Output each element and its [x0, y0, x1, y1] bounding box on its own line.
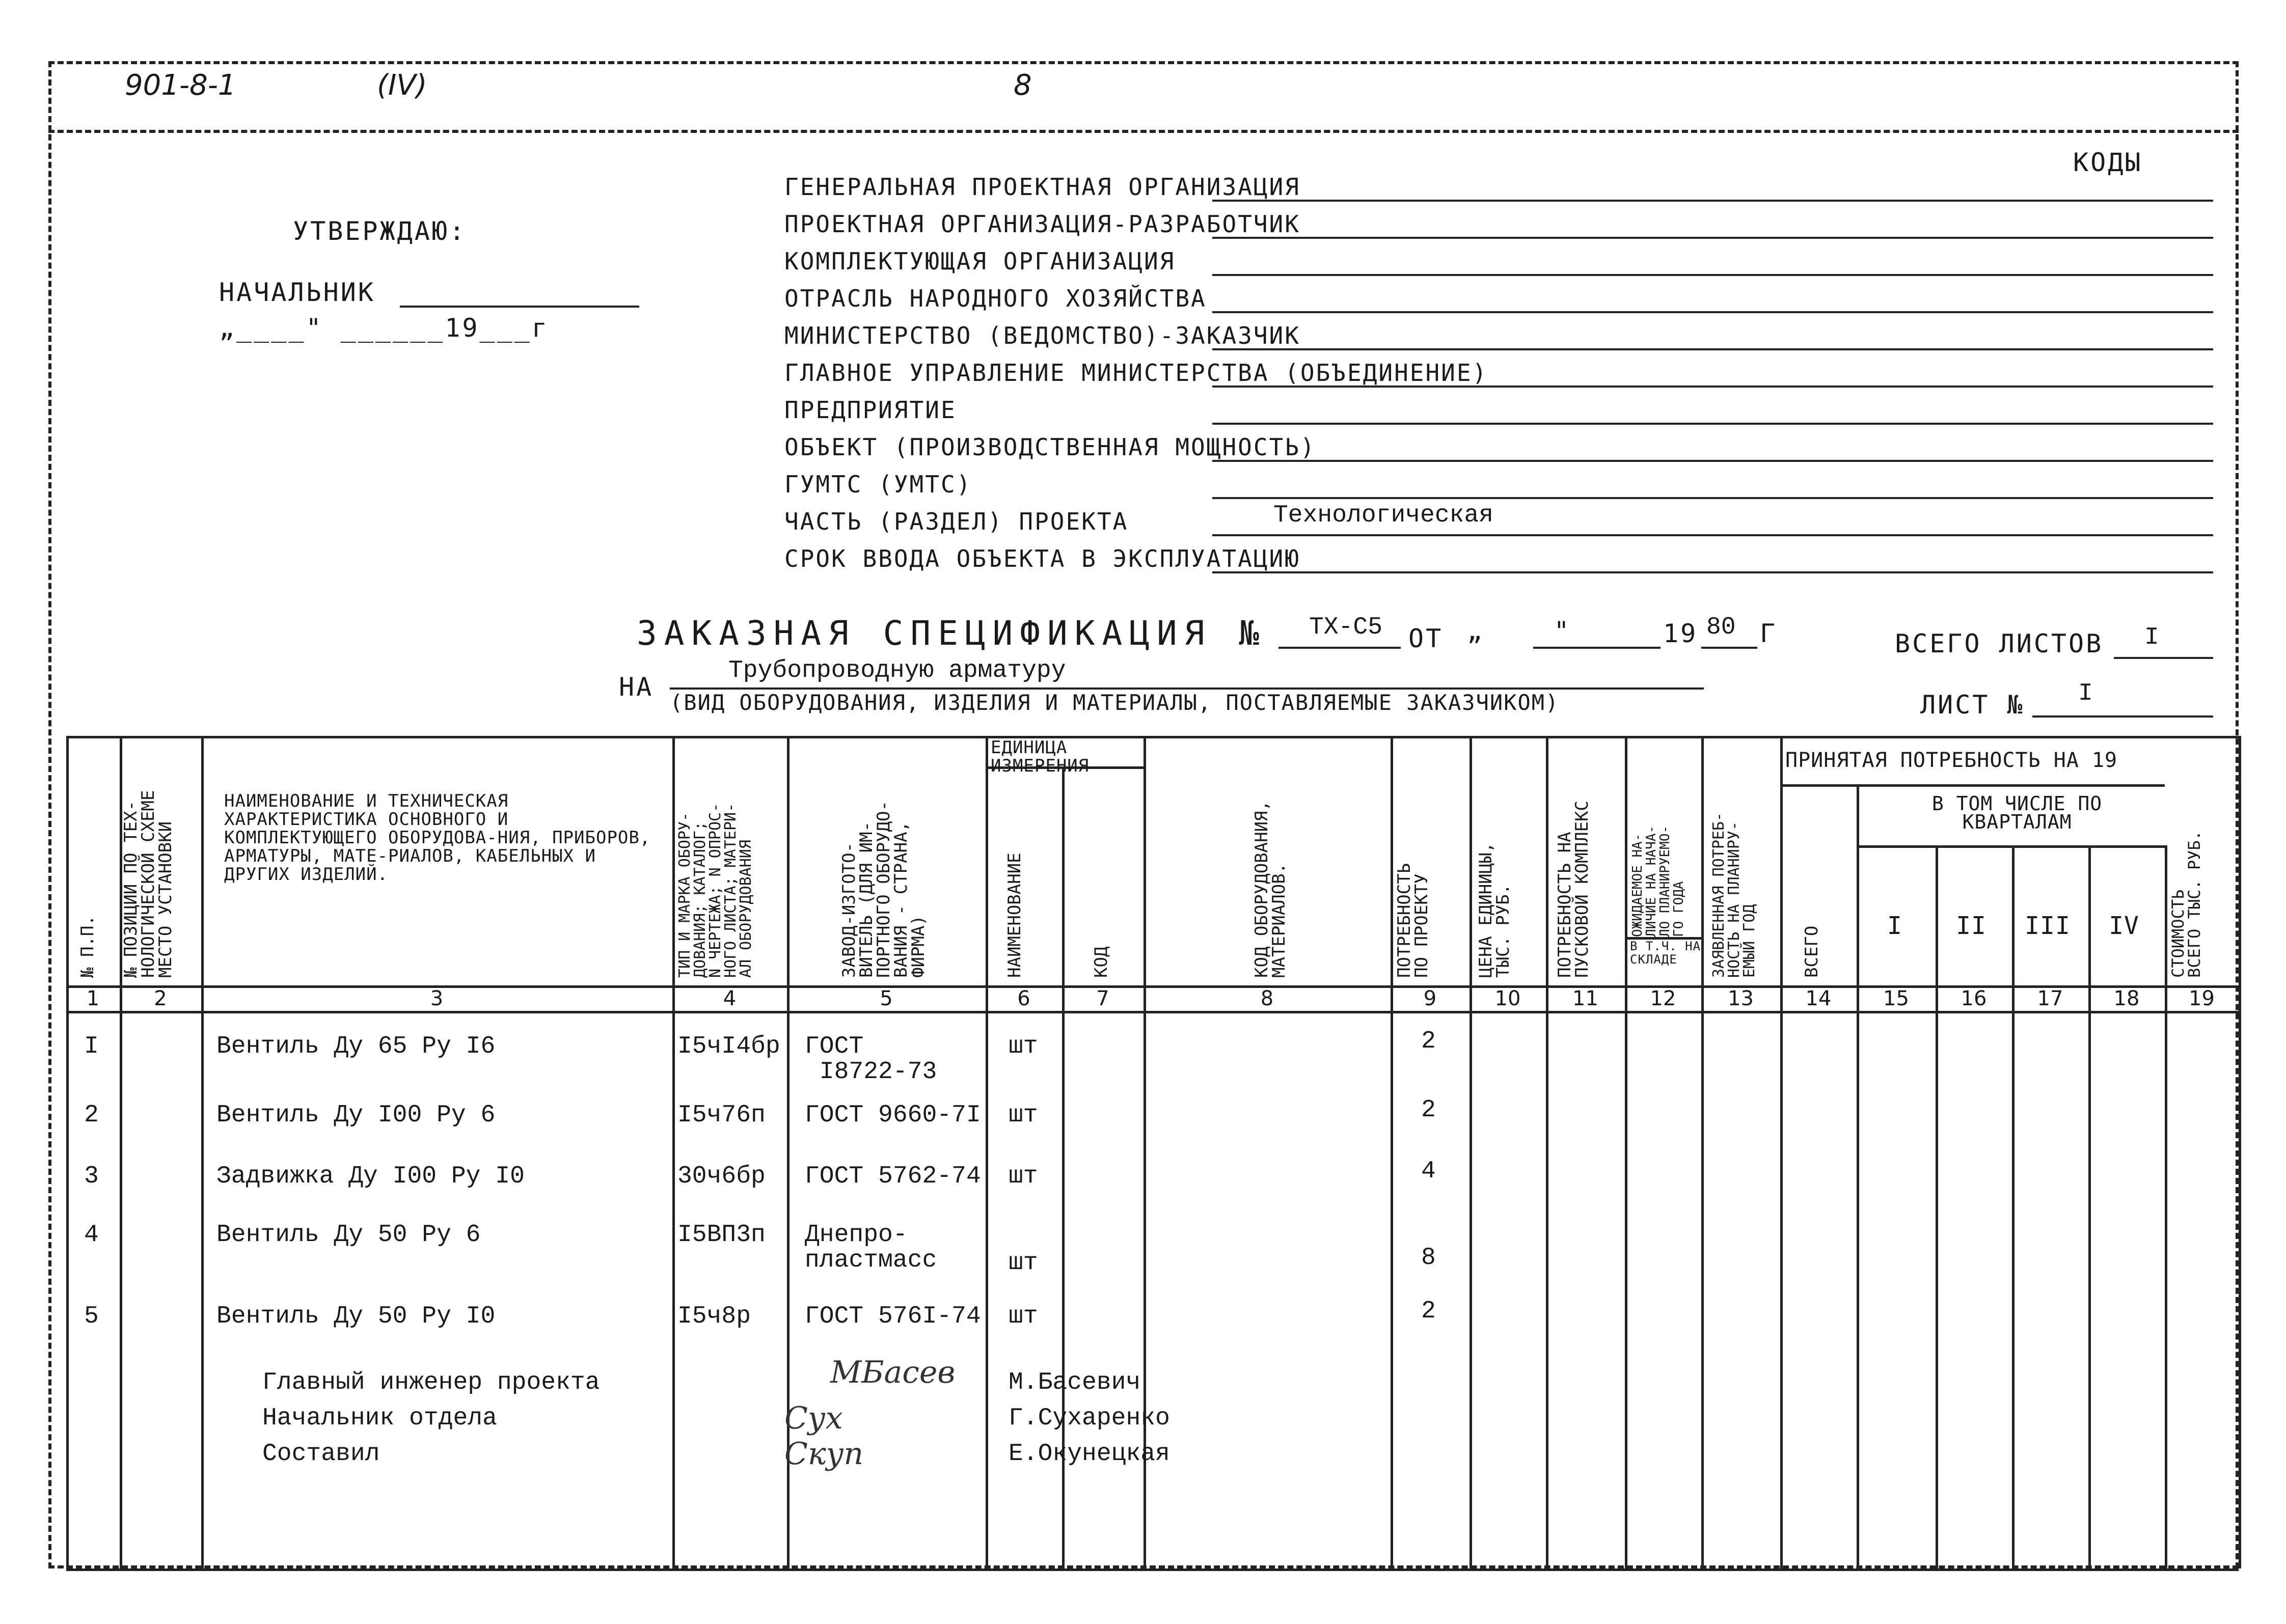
grid-vline: [1546, 736, 1548, 1568]
page-number: 8: [1014, 69, 1032, 102]
col-header-6: НАИМЕНОВАНИЕ: [1004, 852, 1025, 978]
row-maker: ГОСТ 5762-74: [805, 1163, 981, 1190]
grid-vline: [986, 736, 988, 1568]
spec-year-line: [1701, 647, 1757, 649]
signature-role: Начальник отдела: [262, 1405, 497, 1432]
row-unit: шт: [1009, 1163, 1038, 1190]
col-header-3: НАИМЕНОВАНИЕ И ТЕХНИЧЕСКАЯ ХАРАКТЕРИСТИКА ОСНОВНОГО И КОМПЛЕКТУЮЩЕГО ОБОРУДОВА-НИЯ, ПРИБОРОВ, АРМАТУРЫ, МАТЕ-РИАЛОВ, КАБЕЛЬНЫХ И ДРУГИХ ИЗДЕЛИЙ.: [224, 791, 651, 885]
quarters-divider: [1857, 845, 2165, 848]
spec-year-prefix: 19: [1663, 619, 1698, 648]
field-line: [1212, 274, 2213, 276]
row-number: 4: [84, 1221, 99, 1249]
column-number: 2: [154, 987, 167, 1010]
row-maker: ГОСТ 9660-7I: [805, 1102, 981, 1129]
grid-vline: [2088, 845, 2091, 1568]
row-number: 2: [84, 1102, 99, 1129]
grid-vline: [1625, 736, 1627, 1568]
field-label: МИНИСТЕРСТВО (ВЕДОМСТВО)-ЗАКАЗЧИК: [784, 322, 1300, 349]
column-number: 15: [1883, 987, 1909, 1010]
grid-vline: [672, 736, 675, 1568]
accepted-header: ПРИНЯТАЯ ПОТРЕБНОСТЬ НА 19: [1785, 749, 2118, 772]
spec-from: ОТ: [1408, 624, 1444, 653]
field-line: [1212, 311, 2213, 313]
row-qty: 4: [1421, 1158, 1436, 1185]
album-number: (IV): [377, 69, 427, 102]
field-line: [1212, 497, 2213, 499]
row-number: 3: [84, 1163, 99, 1190]
grid-vline: [2239, 736, 2241, 1568]
row-maker: ГОСТ 576I-74: [805, 1303, 981, 1330]
column-number: 11: [1572, 987, 1598, 1010]
column-number: 5: [880, 987, 893, 1010]
signature-role: Главный инженер проекта: [262, 1369, 600, 1396]
spec-year: 80: [1706, 614, 1736, 641]
row-unit: шт: [1009, 1102, 1038, 1129]
doc-code: 901-8-1: [125, 69, 236, 102]
field-line: [1212, 423, 2213, 425]
row-name: Вентиль Ду 65 Ру I6: [216, 1033, 496, 1060]
approve-date: „____" ______19___г: [219, 313, 549, 343]
spec-na: НА: [619, 672, 654, 702]
spec-subject-line: [670, 687, 1704, 690]
grid-vline: [2012, 845, 2015, 1568]
field-label: ГЛАВНОЕ УПРАВЛЕНИЕ МИНИСТЕРСТВА (ОБЪЕДИНЕНИЕ): [784, 359, 1488, 387]
col-header-9: ПОТРЕБНОСТЬ ПО ПРОЕКТУ: [1394, 863, 1432, 978]
spec-number: ТХ-С5: [1309, 614, 1383, 641]
row-qty: 2: [1421, 1028, 1436, 1055]
field-label: ПРОЕКТНАЯ ОРГАНИЗАЦИЯ-РАЗРАБОТЧИК: [784, 210, 1300, 238]
sheet-number-line: [2032, 715, 2213, 718]
col-header-15: I: [1887, 912, 1902, 940]
column-number: 3: [430, 987, 444, 1010]
col-header-16: II: [1956, 912, 1986, 940]
col-header-7: КОД: [1091, 946, 1111, 978]
total-sheets-label: ВСЕГО ЛИСТОВ: [1895, 629, 2104, 658]
col-header-1: № П.П.: [77, 915, 98, 978]
row-qty: 2: [1421, 1298, 1436, 1325]
grid-vline: [1936, 845, 1938, 1568]
codes-label: КОДЫ: [2073, 148, 2143, 177]
table-top: [66, 736, 2239, 738]
row-qty: 2: [1421, 1096, 1436, 1124]
column-number: 8: [1260, 987, 1274, 1010]
handwritten-signature: Скуп: [784, 1436, 864, 1472]
field-value: Технологическая: [1273, 502, 1494, 529]
col-header-18: IV: [2109, 912, 2139, 940]
row-name: Вентиль Ду 50 Ру I0: [216, 1303, 496, 1330]
col-header-2: № ПОЗИЦИИ ПО ТЕХ- НОЛОГИЧЕСКОЙ СХЕМЕ МЕСТО УСТАНОВКИ: [121, 790, 176, 978]
column-number: 7: [1096, 987, 1109, 1010]
signature-role: Составил: [262, 1440, 380, 1468]
signature-name: Г.Сухаренко: [1009, 1405, 1170, 1432]
quarters-header: В ТОМ ЧИСЛЕ ПО КВАРТАЛАМ: [1931, 792, 2103, 833]
sheet-number: I: [2078, 680, 2093, 707]
approve-title: УТВЕРЖДАЮ:: [293, 216, 467, 246]
column-number: 12: [1650, 987, 1676, 1010]
field-line: [1212, 348, 2213, 350]
row-type: I5ВП3п: [677, 1221, 766, 1249]
column-number: 1: [86, 987, 100, 1010]
field-line: [1212, 237, 2213, 239]
row-unit: шт: [1009, 1033, 1038, 1060]
column-number: 14: [1805, 987, 1832, 1010]
row-name: Задвижка Ду I00 Ру I0: [216, 1163, 525, 1190]
total-sheets-line: [2114, 657, 2213, 659]
row-type: I5ч76п: [677, 1102, 766, 1129]
spec-year-suffix: Г: [1760, 619, 1778, 648]
field-label: ОТРАСЛЬ НАРОДНОГО ХОЗЯЙСТВА: [784, 285, 1207, 312]
col-header-12-sub: В Т.Ч. НА СКЛАДЕ: [1630, 939, 1701, 967]
unit-group-header: ЕДИНИЦА ИЗМЕРЕНИЯ: [991, 737, 1090, 776]
field-label: ПРЕДПРИЯТИЕ: [784, 396, 957, 424]
row-type: 30ч6бр: [677, 1163, 766, 1190]
row-name: Вентиль Ду 50 Ру 6: [216, 1221, 481, 1249]
field-line: [1212, 460, 2213, 462]
grid-vline: [1857, 784, 1859, 1568]
column-number: 4: [723, 987, 737, 1010]
grid-vline: [1469, 736, 1472, 1568]
field-label: СРОК ВВОДА ОБЪЕКТА В ЭКСПЛУАТАЦИЮ: [784, 545, 1300, 572]
grid-vline: [1701, 736, 1704, 1568]
total-sheets: I: [2144, 624, 2159, 651]
grid-vline: [66, 736, 69, 1568]
column-number: 10: [1494, 987, 1521, 1010]
table-bottom: [66, 1568, 2239, 1571]
col-header-11: ПОТРЕБНОСТЬ НА ПУСКОВОЙ КОМПЛЕКС: [1555, 801, 1592, 978]
spec-number-line: [1278, 647, 1401, 649]
col-header-17: III: [2025, 912, 2071, 940]
field-label: КОМПЛЕКТУЮЩАЯ ОРГАНИЗАЦИЯ: [784, 247, 1176, 275]
approve-chief: НАЧАЛЬНИК: [219, 278, 375, 307]
sheet-label: ЛИСТ №: [1920, 690, 2025, 720]
handwritten-signature: МБасев: [830, 1355, 956, 1390]
column-number: 17: [2037, 987, 2063, 1010]
handwritten-signature: Сух: [784, 1400, 843, 1436]
spec-date-line: [1533, 647, 1661, 649]
column-number: 13: [1728, 987, 1754, 1010]
col-header-19: СТОИМОСТЬ ВСЕГО ТЫС. РУБ.: [2168, 831, 2204, 978]
field-line: [1212, 386, 2213, 388]
field-label: ОБЪЕКТ (ПРОИЗВОДСТВЕННАЯ МОЩНОСТЬ): [784, 433, 1316, 461]
signature-name: Е.Окунецкая: [1009, 1440, 1170, 1468]
field-line: [1212, 534, 2213, 536]
spec-subject-note: (ВИД ОБОРУДОВАНИЯ, ИЗДЕЛИЯ И МАТЕРИАЛЫ, ПОСТАВЛЯЕМЫЕ ЗАКАЗЧИКОМ): [670, 690, 1560, 715]
row-unit: шт: [1009, 1303, 1038, 1330]
grid-vline: [2165, 845, 2167, 1568]
header-divider: [48, 130, 2239, 133]
numbers-bottom: [66, 1011, 2239, 1013]
field-label: ГЕНЕРАЛЬНАЯ ПРОЕКТНАЯ ОРГАНИЗАЦИЯ: [784, 173, 1300, 201]
row-number: I: [84, 1033, 99, 1060]
accepted-divider: [1780, 784, 2165, 787]
col-header-14: ВСЕГО: [1802, 925, 1822, 978]
signature-name: М.Басевич: [1009, 1369, 1141, 1396]
row-type: I5ч8р: [677, 1303, 751, 1330]
row-name: Вентиль Ду I00 Ру 6: [216, 1102, 496, 1129]
column-number: 16: [1961, 987, 1987, 1010]
col-header-8: КОД ОБОРУДОВАНИЯ, МАТЕРИАЛОВ.: [1251, 801, 1289, 978]
col-header-12: ОЖИДАЕМОЕ НА- ЛИЧИЕ НА НАЧА- ЛО ПЛАНИРУЕМО- ГО ГОДА: [1630, 825, 1686, 937]
row-qty: 8: [1421, 1244, 1436, 1272]
row-type: I5чI4бр: [677, 1033, 780, 1060]
col-header-13: ЗАЯВЛЕННАЯ ПОТРЕБ- НОСТЬ НА ПЛАНИРУ- ЕМЫЙ ГОД: [1710, 812, 1758, 978]
column-number: 18: [2113, 987, 2140, 1010]
grid-vline: [201, 736, 204, 1568]
col-header-10: ЦЕНА ЕДИНИЦЫ, ТЫС. РУБ.: [1476, 842, 1513, 978]
field-label: ЧАСТЬ (РАЗДЕЛ) ПРОЕКТА: [784, 508, 1129, 535]
spec-date-day: „ ": [1467, 616, 1571, 646]
row-number: 5: [84, 1303, 99, 1330]
column-number: 6: [1017, 987, 1030, 1010]
chief-signature-line: [400, 306, 639, 308]
col-header-4: ТИП И МАРКА ОБОРУ- ДОВАНИЯ; КАТАЛОГ; N ЧЕРТЕЖА; N ОПРОС- НОГО ЛИСТА; МАТЕРИ- АЛ ОБОРУДОВАНИЯ: [676, 803, 755, 978]
field-line: [1212, 200, 2213, 202]
spec-subject: Трубопроводную арматуру: [728, 657, 1066, 684]
grid-vline: [1391, 736, 1393, 1568]
row-maker: ГОСТ I8722-73: [805, 1033, 937, 1086]
spec-title: ЗАКАЗНАЯ СПЕЦИФИКАЦИЯ №: [637, 614, 1266, 653]
row-unit: шт: [1009, 1249, 1038, 1277]
column-number: 9: [1423, 987, 1437, 1010]
col-header-5: ЗАВОД-ИЗГОТО- ВИТЕЛЬ (ДЛЯ ИМ- ПОРТНОГО ОБОРУДО- ВАНИЯ - СТРАНА, ФИРМА): [839, 801, 929, 978]
grid-vline: [1780, 736, 1783, 1568]
field-label: ГУМТС (УМТС): [784, 471, 972, 498]
row-maker: Днепро- пластмасс: [805, 1221, 937, 1274]
column-number: 19: [2189, 987, 2215, 1010]
field-line: [1212, 571, 2213, 573]
